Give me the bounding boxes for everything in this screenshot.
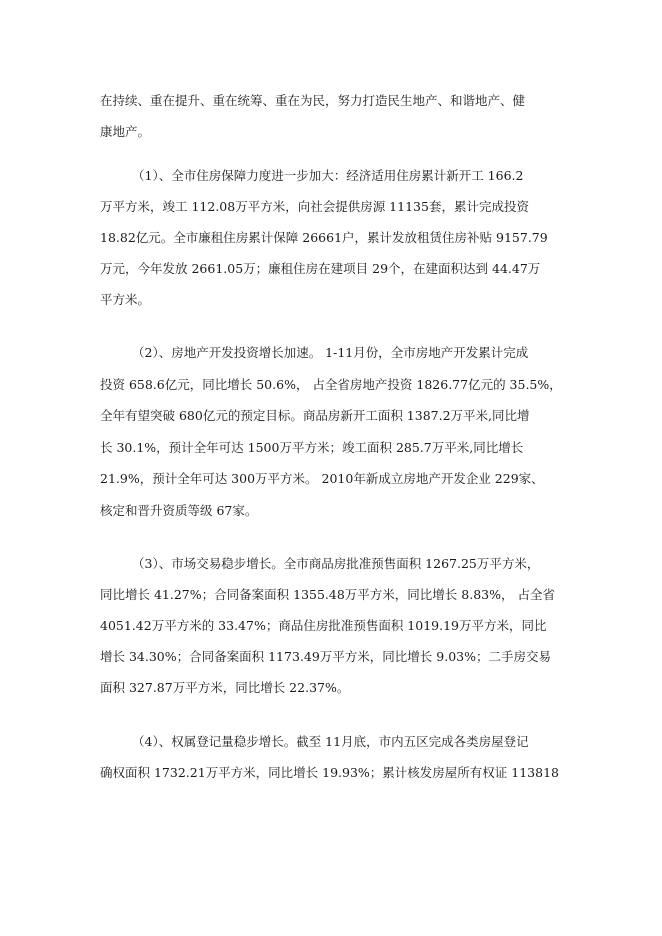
paragraph-1-line-3: 万元，今年发放 2661.05万；廉租住房在建项目 29个，在建面积达到 44.47万	[100, 261, 541, 276]
paragraph-3-line-0: （3）、市场交易稳步增长。全市商品房批准预售面积 1267.25万平方米，	[132, 556, 540, 571]
paragraph-2-line-3: 长 30.1%，预计全年可达 1500万平方米；竣工面积 285.7万平米,同比增长	[100, 440, 524, 455]
paragraph-1-line-4: 平方米。	[100, 292, 151, 307]
paragraph-0-line-0: 在持续、重在提升、重在统筹、重在为民，努力打造民生地产、和谐地产、健	[100, 93, 526, 108]
paragraph-2-line-5: 核定和晋升资质等级 67家。	[100, 503, 258, 518]
paragraph-4-line-0: （4）、权属登记量稳步增长。截至 11月底，市内五区完成各类房屋登记	[132, 734, 529, 749]
paragraph-2-line-1: 投资 658.6亿元，同比增长 50.6%， 占全省房地产投资 1826.77亿元的 35.5%，	[100, 377, 562, 392]
paragraph-3-line-4: 面积 327.87万平方米，同比增长 22.37%。	[100, 680, 350, 695]
paragraph-4-line-1: 确权面积 1732.21万平方米，同比增长 19.93%；累计核发房屋所有权证 113818	[100, 765, 559, 780]
paragraph-2-line-4: 21.9%，预计全年可达 300万平方米。 2010年新成立房地产开发企业 229家、	[100, 471, 544, 486]
paragraph-2-line-0: （2）、房地产开发投资增长加速。 1-11月份，全市房地产开发累计完成	[132, 345, 529, 360]
paragraph-1-line-1: 万平方米，竣工 112.08万平方米，向社会提供房源 11135套，累计完成投资	[100, 199, 529, 214]
paragraph-3-line-1: 同比增长 41.27%；合同备案面积 1355.48万平方米，同比增长 8.83%， 占全省	[100, 587, 555, 602]
paragraph-3-line-2: 4051.42万平方米的 33.47%；商品住房批准预售面积 1019.19万平方米，同比	[100, 618, 547, 633]
paragraph-1-line-0: （1）、全市住房保障力度进一步加大：经济适用住房累计新开工 166.2	[132, 168, 524, 183]
paragraph-3-line-3: 增长 34.30%；合同备案面积 1173.49万平方米，同比增长 9.03%；二手房交易	[100, 649, 551, 664]
paragraph-1-line-2: 18.82亿元。全市廉租住房累计保障 26661户，累计发放租赁住房补贴 9157.79	[100, 230, 548, 245]
paragraph-0-line-1: 康地产。	[100, 124, 151, 139]
paragraph-2-line-2: 全年有望突破 680亿元的预定目标。商品房新开工面积 1387.2万平米,同比增	[100, 408, 530, 423]
